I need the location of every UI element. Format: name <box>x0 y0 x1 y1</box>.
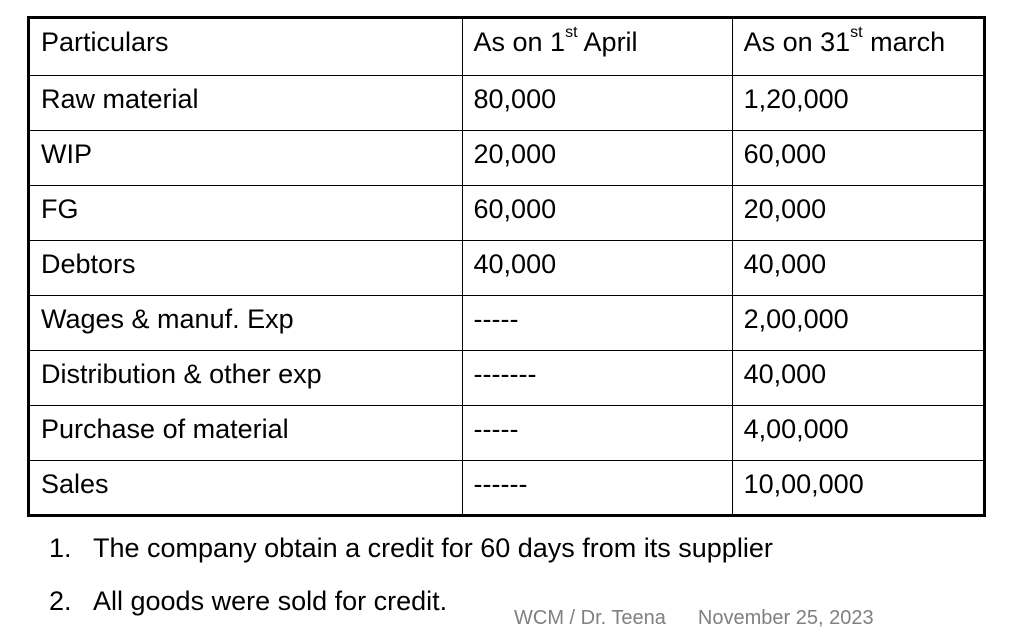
cell-particular: FG <box>29 186 463 241</box>
note-text: All goods were sold for credit. <box>93 586 448 616</box>
header-col3-prefix: As on 31 <box>743 27 851 57</box>
note-text: The company obtain a credit for 60 days from its supplier <box>93 533 773 563</box>
footer-date: November 25, 2023 <box>697 607 874 629</box>
cell-particular: WIP <box>29 131 463 186</box>
cell-opening: ----- <box>462 296 732 351</box>
header-as-on-1st-april <box>462 18 732 76</box>
footer-author: WCM / Dr. Teena <box>514 607 666 629</box>
cell-closing: 40,000 <box>732 351 984 406</box>
header-col3-suffix: march <box>862 27 946 57</box>
data-table <box>27 16 986 517</box>
table-row <box>29 241 985 296</box>
cell-particular: Wages & manuf. Exp <box>29 296 463 351</box>
table-row <box>29 406 985 461</box>
header-col2-superscript: st <box>565 24 578 41</box>
cell-closing: 20,000 <box>732 186 984 241</box>
header-col3-superscript: st <box>850 24 863 41</box>
cell-closing: 40,000 <box>732 241 984 296</box>
header-col2-prefix: As on 1 <box>473 27 566 57</box>
cell-opening: ------ <box>462 461 732 516</box>
table-header-row <box>29 18 985 76</box>
cell-closing: 60,000 <box>732 131 984 186</box>
cell-particular: Distribution & other exp <box>29 351 463 406</box>
note-number: 2. <box>49 586 72 616</box>
cell-closing: 10,00,000 <box>732 461 984 516</box>
table-row <box>29 76 985 131</box>
cell-opening: 40,000 <box>462 241 732 296</box>
cell-opening: 80,000 <box>462 76 732 131</box>
header-particulars: Particulars <box>29 18 463 76</box>
note-number: 1. <box>49 533 72 563</box>
cell-opening: ----- <box>462 406 732 461</box>
table-row <box>29 186 985 241</box>
slide-footer <box>514 606 874 630</box>
table-row <box>29 351 985 406</box>
table-row <box>29 131 985 186</box>
header-as-on-31st-march <box>732 18 984 76</box>
cell-closing: 1,20,000 <box>732 76 984 131</box>
table-row <box>29 461 985 516</box>
cell-particular: Raw material <box>29 76 463 131</box>
cell-particular: Debtors <box>29 241 463 296</box>
table-row <box>29 296 985 351</box>
cell-opening: 20,000 <box>462 131 732 186</box>
cell-closing: 4,00,000 <box>732 406 984 461</box>
cell-opening: ------- <box>462 351 732 406</box>
cell-particular: Sales <box>29 461 463 516</box>
cell-particular: Purchase of material <box>29 406 463 461</box>
cell-closing: 2,00,000 <box>732 296 984 351</box>
header-col2-suffix: April <box>577 27 638 57</box>
cell-opening: 60,000 <box>462 186 732 241</box>
note-item <box>49 531 773 584</box>
